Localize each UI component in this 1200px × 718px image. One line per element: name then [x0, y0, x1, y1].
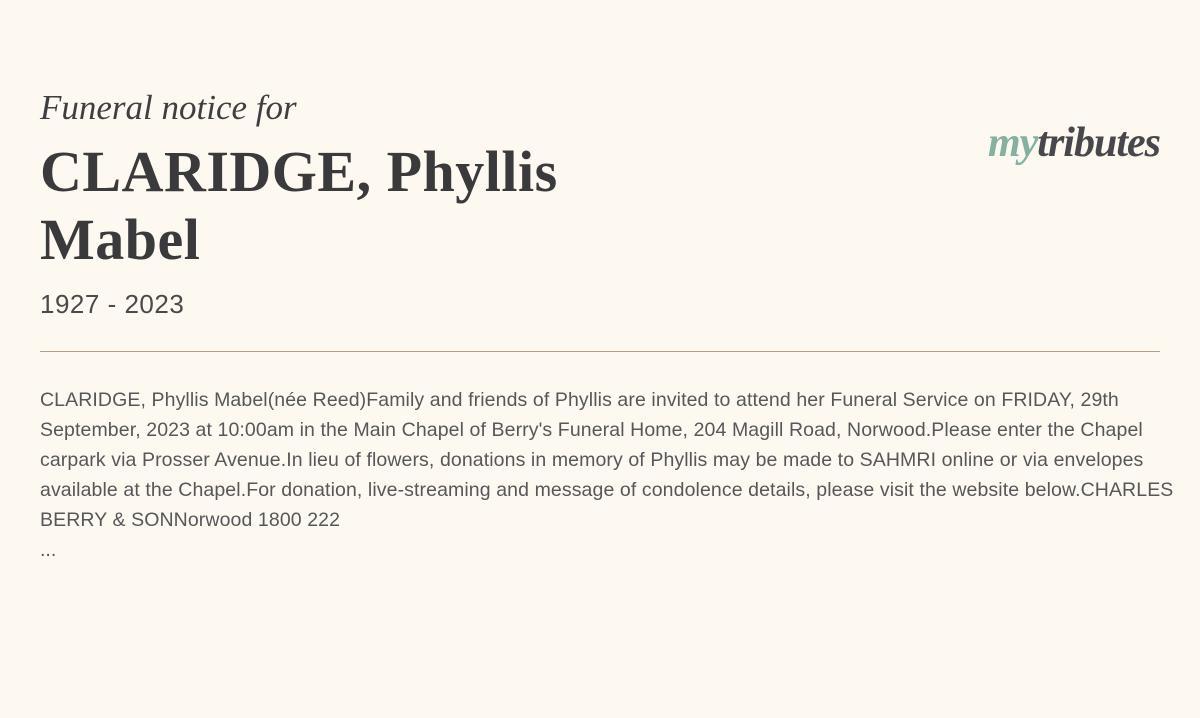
notice-kicker: Funeral notice for	[40, 88, 297, 127]
mytributes-logo	[988, 122, 1160, 164]
funeral-notice-card	[0, 88, 1200, 718]
notice-body-text: CLARIDGE, Phyllis Mabel(née Reed)Family and friends of Phyllis are invited to attend her Funeral Service on FRIDAY, 29th September, 2023 at 10:00am in the Main Chapel of Berry's Funeral Home, 204 Magill Road, Norwood.Please enter the Chapel carpark via Prosser Avenue.In lieu of flowers, donations in memory of Phyllis may be made to SAHMRI online or via envelopes available at the Chapel.For donation, live-streaming and message of condolence details, please visit the website below.CHARLES BERRY & SONNorwood 1800 222	[40, 388, 1174, 531]
divider-line	[40, 351, 1160, 352]
truncation-ellipsis: ...	[40, 538, 57, 561]
life-years: 1927 - 2023	[40, 288, 185, 319]
logo-prefix: my	[987, 120, 1038, 166]
logo-suffix: tributes	[1037, 120, 1160, 166]
deceased-name-heading: CLARIDGE, Phyllis Mabel	[40, 139, 558, 272]
